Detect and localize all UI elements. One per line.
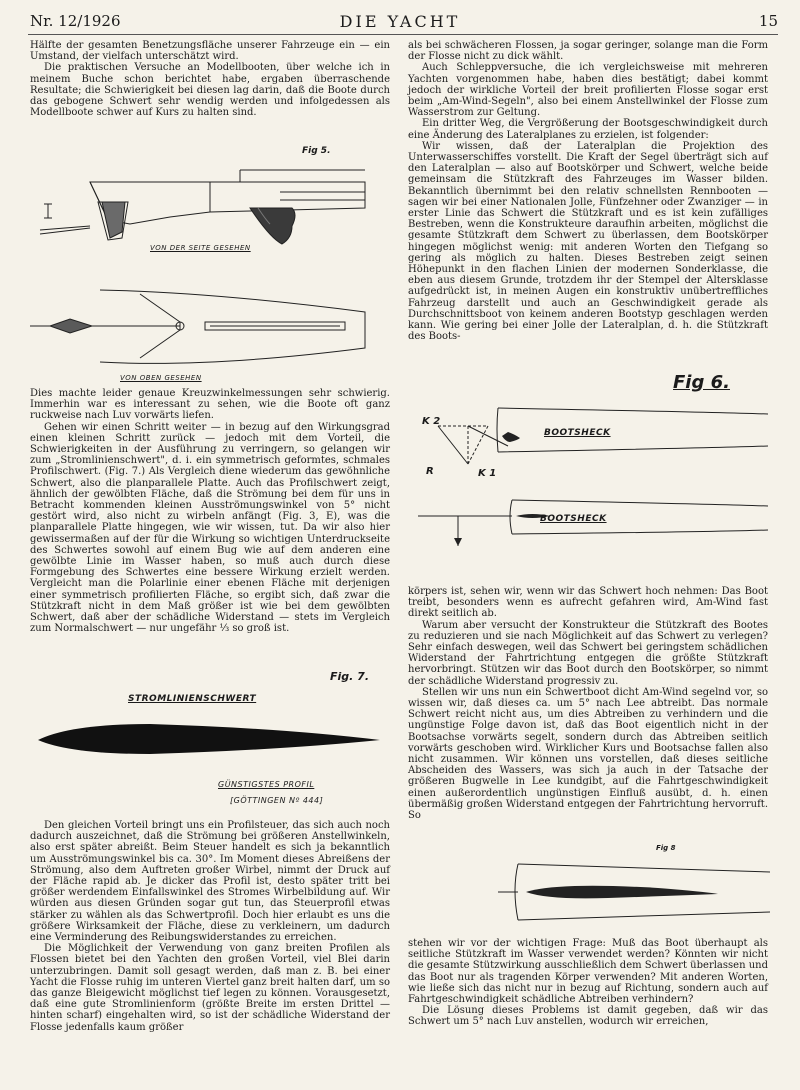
figure-7-label: Fig. 7. [330,670,369,683]
right-column-middle [408,586,768,821]
paragraph: Ein dritter Weg, die Vergrößerung der Bootsgeschwindigkeit durch eine Änderung des Lateralplanes zu erzielen, ist folgender: [408,118,768,141]
figure-5-label: Fig 5. [302,146,331,156]
paragraph: Warum aber versucht der Konstrukteur die Stützkraft des Bootes zu reduzieren und sie nach Möglichkeit auf das Schwert zu verlegen? Sehr einfach deswegen, weil das Schwert bei geringstem schädlichen Widerstand der Fahrtrichtung entgegen die größte Stützkraft hervorbringt. Stützen wir das Boot durch den Bootskörper, so nimmt der schädliche Widerstand progressiv zu. [408,619,768,687]
figure-8 [408,840,770,932]
header-rule [28,34,778,35]
foil-profile-drawing [30,718,390,758]
best-profile-caption: GÜNSTIGSTES PROFIL [218,780,315,789]
paragraph: Dies machte leider genaue Kreuzwinkelmessungen sehr schwierig. Immerhin war es interessant zu sehen, wie die Boote oft ganz ruckweise nach Luv vorwärts liefen. [30,388,390,422]
figure-8-label: Fig 8 [656,844,676,852]
gottingen-reference: [GÖTTINGEN Nº 444] [230,796,324,805]
paragraph: Auch Schleppversuche, die ich vergleichsweise mit mehreren Yachten vorgenommen habe, haben dies bestätigt; dabei kommt jedoch der wirkliche Vorteil der breit profilierten Flosse sogar erst beim „Am-Wind-Segeln", also bei einem Anstellwinkel der Flosse zum Wasserstrom zur Geltung. [408,62,768,119]
right-column-bottom [408,938,768,1028]
left-column-middle [30,388,390,634]
figure-7 [30,660,390,808]
paragraph: körpers ist, sehen wir, wenn wir das Schwert hoch nehmen: Das Boot treibt, besonders wenn es aufrecht gefahren wird, Am-Wind fast direkt seitlich ab. [408,586,768,620]
side-view-caption: VON DER SEITE GESEHEN [150,244,251,252]
left-column-top [30,40,390,118]
streamline-foil-title: STROMLINIENSCHWERT [128,694,257,704]
bootsheck-top-label: BOOTSHECK [544,428,611,438]
figure-6 [408,368,770,578]
paragraph: Stellen wir uns nun ein Schwertboot dicht Am-Wind segelnd vor, so wissen wir, daß dieses ca. um 5° nach Lee abtreibt. Das normale Schwert reicht nicht aus, um dies Abtreiben zu verhindern und die ungünstige Folge davon ist, daß das Boot eigentlich nicht in der Bootsachse vorwärts segelt, sondern durch das Abtreiben seitlich vorwärts geschoben wird. Wirklicher Kurs und Bootsachse fallen also nicht zusammen. Wir können uns vorstellen, daß dieses seitliche Abscheiden des Wassers, was sich ja auch in der Tatsache der größeren Bugwelle in Lee kundgibt, auf die Fahrtgeschwindigkeit einen außerordentlich ungünstigen Einfluß ausübt, d. h. einen übermäßig großen Widerstand entgegen der Fahrtrichtung hervorruft. So [408,686,768,822]
figure-5-drawing [30,142,390,382]
paragraph: Die praktischen Versuche an Modellbooten, über welche ich in meinem Buche schon berichtet habe, ergaben überraschende Resultate; die Schwierigkeit bei diesen lag darin, daß die Boote durch das gebogene Schwert sehr wendig werden und infolgedessen als Modellboote schwer auf Kurs zu halten sind. [30,62,390,119]
force-r-label: R [426,466,434,477]
paragraph: Die Lösung dieses Problems ist damit gegeben, daß wir das Schwert um 5° nach Luv anstellen, wodurch wir erreichen, [408,1005,768,1028]
page-number: 15 [758,12,778,30]
paragraph: Die Möglichkeit der Verwendung von ganz breiten Profilen als Flossen bietet bei den Yachten den großen Vorteil, viel Blei darin unterzubringen. Damit soll gesagt werden, daß man z. B. bei einer Yacht die Flosse ruhig im unteren Viertel ganz breit halten darf, um so das ganze Bleigewicht möglichst tief legen zu können. Vorausgesetzt, daß eine gute Stromlinienform (größte Breite im ersten Drittel — hinten scharf) eingehalten wird, so ist der schädliche Widerstand der Flosse jedenfalls kaum größer [30,943,390,1033]
paragraph: Wir wissen, daß der Lateralplan die Projektion des Unterwasserschiffes vorstellt. Die Kraft der Segel überträgt sich auf den Lateralplan — also auf Bootskörper und Schwert, welche beide gemeinsam die Stützkraft des Fahrzeuges im Wasser bilden. Bekanntlich übernimmt bei den relativ schnellsten Rennbooten — sagen wir bei einer Nationalen Jolle, Fünfzehner oder Zwanziger — in erster Linie das Schwert die Stützkraft und es ist kein zufälliges Bestreben, wenn die Konstrukteure daraufhin arbeiten, möglichst die gesamte Stützkraft dem Schwert zu überlassen, dem Bootskörper hingegen möglichst wenig: mit anderen Worten den Tiefgang so gering als möglich zu halten. Dieses Bestreben zeigt seinen Höhepunkt in den flachen Linien der modernen Sonderklasse, die eben aus diesem Grunde, trotzdem ihr der Stempel der Altersklasse aufgedrückt ist, in meinen Augen ein konstruktiv unübertreffliches Fahrzeug darstellt und auch an Geschwindigkeit gerade als Durchschnittsboot von keinem anderen Bootstyp geschlagen werden kann. Wie gering bei einer Jolle der Lateralplan, d. h. die Stützkraft des Boots- [408,140,768,343]
figure-5 [30,142,390,382]
figure-6-label: Fig 6. [673,372,730,393]
paragraph: als bei schwächeren Flossen, ja sogar geringer, solange man die Form der Flosse nicht zu dick wählt. [408,40,768,63]
force-k1-label: K 1 [478,468,497,479]
right-column-top [408,40,768,342]
left-column-bottom [30,820,390,1033]
issue-number: Nr. 12/1926 [30,12,121,30]
force-k2-label: K 2 [422,416,441,427]
paragraph: Den gleichen Vorteil bringt uns ein Profilsteuer, das sich auch noch dadurch auszeichnet, daß die Strömung bei größeren Anstellwinkeln, also erst später abreißt. Beim Steuer handelt es sich ja bekanntlich um Ausströmungswinkel bis ca. 30°. Im Moment dieses Abreißens der Strömung, also dem Auftreten großer Wirbel, nimmt der Druck auf der Fläche rapid ab. Je dicker das Profil ist, desto später tritt bei größer werdendem Einfallswinkel des Stromes Wirbelbildung auf. Wir würden aus diesen Gründen sogar gut tun, das Steuerprofil etwas stärker zu wählen als das Schwertprofil. Doch hier erlaubt es uns die größere Wirksamkeit der Fläche, diese zu verkleinern, um dadurch eine Verminderung des Reibungswiderstandes zu erreichen. [30,820,390,944]
figure-6-drawing [408,368,770,578]
paragraph: Hälfte der gesamten Benetzungsfläche unserer Fahrzeuge ein — ein Umstand, der vielfach unterschätzt wird. [30,40,390,63]
top-view-caption: VON OBEN GESEHEN [120,374,202,382]
bootsheck-bottom-label: BOOTSHECK [540,514,607,524]
magazine-title: DIE YACHT [339,12,461,31]
paragraph: Gehen wir einen Schritt weiter — in bezug auf den Wirkungsgrad einen kleinen Schritt zurück — jedoch mit dem Vorteil, die Schwierigkeiten in der Ausführung zu verringern, so gelangen wir zum „Stromlinienschwert", d. i. ein symmetrisch geformtes, schmales Profilschwert. (Fig. 7.) Als Vergleich diene wiederum das gewöhnliche Schwert, also die planparallele Platte. Auch das Profilschwert zeigt, ähnlich der gewölbten Fläche, daß die Strömung bei dem für uns in Betracht kommenden kleinen Ausströmungswinkel von 5° nicht gestört wird, also nicht zu wirbeln anfängt (Fig. 3, E), was die planparallele Platte hingegen, wie wir wissen, tut. Da wir also hier gewissermaßen auf der für die Wirkung so wichtigen Unterdruckseite des Schwertes sowohl auf einem Bug wie auf dem anderen eine gewölbte Linie im Wasser haben, so muß auch durch diese Formgebung des Schwertes eine bessere Wirkung erzielt werden. Vergleicht man die Polarlinie einer ebenen Fläche mit derjenigen einer symmetrisch profilierten Fläche, so ergibt sich, daß zwar die Stützkraft nicht in dem Maß größer ist wie bei dem gewölbten Schwert, daß aber der schädliche Widerstand — stets im Vergleich zum Normalschwert — nur ungefähr ⅓ so groß ist. [30,421,390,635]
figure-8-drawing [408,840,770,932]
paragraph: stehen wir vor der wichtigen Frage: Muß das Boot überhaupt als seitliche Stützkraft im Wasser verwendet werden? Könnten wir nicht die gesamte Stützwirkung ausschließlich dem Schwert überlassen und das Boot nur als tragenden Körper verwenden? Mit anderen Worten, wie ließe sich das nicht nur in bezug auf Richtung, sondern auch auf Fahrtgeschwindigkeit schädliche Abtreiben verhindern? [408,938,768,1006]
